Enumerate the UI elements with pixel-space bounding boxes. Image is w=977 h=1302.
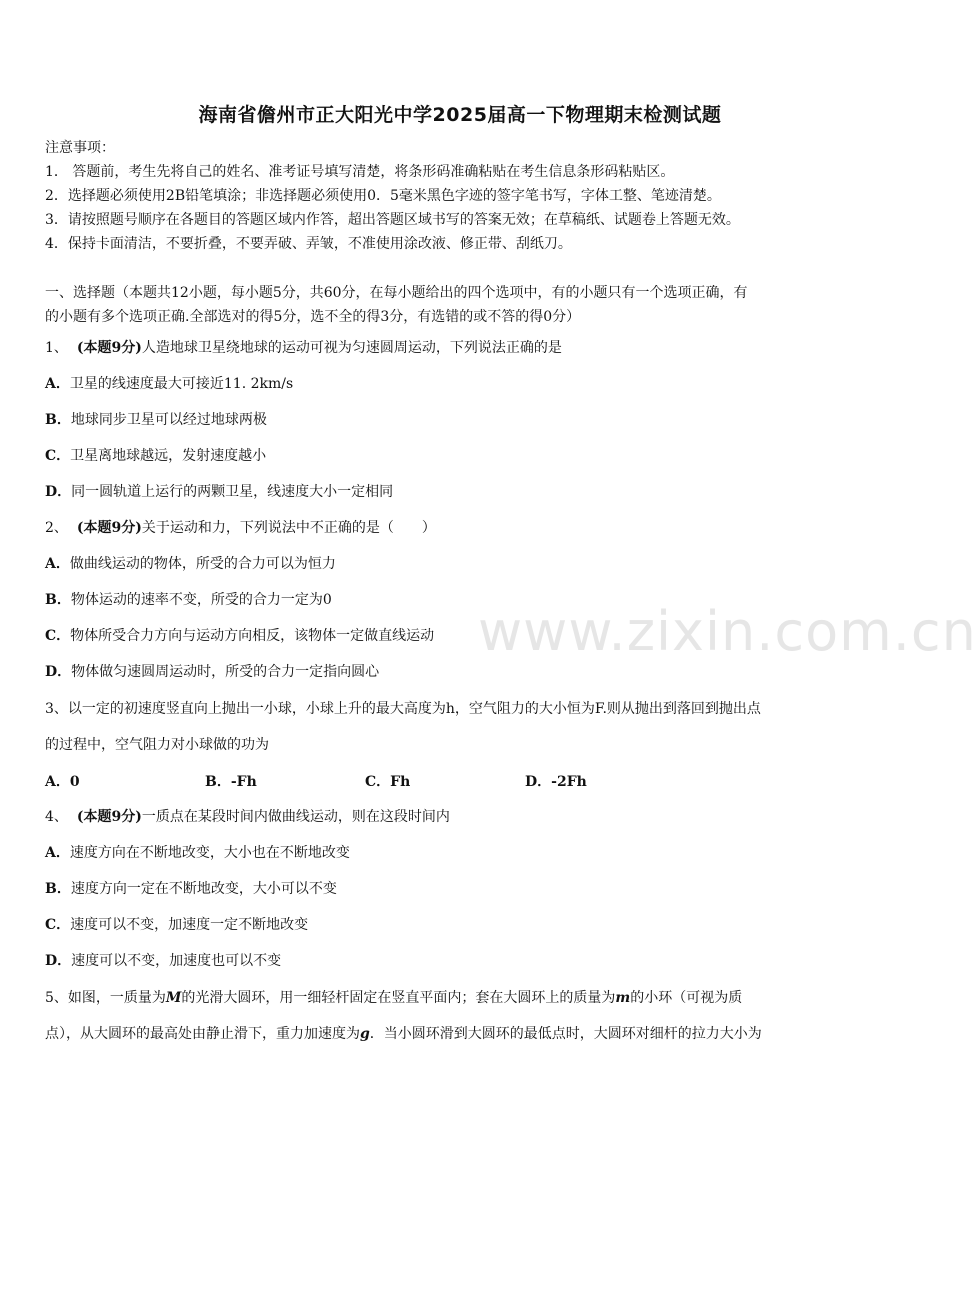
option-text: 速度方向一定在不断地改变，大小可以不变 — [70, 881, 337, 897]
option-text: 物体运动的速率不变，所受的合力一定为0 — [70, 592, 332, 608]
option-letter: A． — [45, 376, 70, 392]
question-3-stem-line2: 的过程中，空气阻力对小球做的功为 — [45, 737, 269, 753]
option-b — [45, 590, 332, 610]
option-text: 同一圆轨道上运行的两颗卫星，线速度大小一定相同 — [71, 484, 394, 500]
option-text: 速度可以不变，加速度也可以不变 — [71, 953, 282, 969]
question-text: 关于运动和力，下列说法中不正确的是（ ） — [141, 520, 436, 536]
option-letter: C． — [45, 917, 71, 933]
question-2-stem — [45, 518, 436, 538]
question-text: ．当小圆环滑到大圆环的最低点时，大圆环对细杆的拉力大小为 — [369, 1026, 762, 1042]
question-3-stem-line1: 3、以一定的初速度竖直向上抛出一小球，小球上升的最大高度为h，空气阻力的大小恒为F.则从抛出到落回到抛出点 — [45, 701, 761, 717]
option-text: 卫星的线速度最大可接近11. 2km/s — [69, 376, 294, 392]
option-c — [45, 446, 266, 466]
option-text: 物体所受合力方向与运动方向相反，该物体一定做直线运动 — [70, 628, 435, 644]
option-a — [45, 554, 336, 574]
option-a — [45, 772, 80, 792]
note-item: 4．保持卡面清洁，不要折叠，不要弄破、弄皱，不准使用涂改液、修正带、刮纸刀。 — [45, 236, 572, 252]
math-symbol: M — [165, 990, 182, 1006]
option-letter: A． — [45, 774, 70, 790]
question-5-stem-line1 — [45, 988, 742, 1008]
option-letter: C． — [365, 774, 391, 790]
option-text: 物体做匀速圆周运动时，所受的合力一定指向圆心 — [71, 664, 380, 680]
option-letter: D． — [45, 953, 72, 969]
question-text: 5、如图，一质量为 — [45, 990, 166, 1006]
option-text: Fh — [390, 774, 411, 790]
option-a — [45, 374, 293, 394]
question-tag: (本题9分) — [76, 809, 142, 825]
question-text: 人造地球卫星绕地球的运动可视为匀速圆周运动，下列说法正确的是 — [141, 340, 562, 356]
note-item: 1． 答题前，考生先将自己的姓名、准考证号填写清楚，将条形码准确粘贴在考生信息条形码粘贴区。 — [45, 164, 675, 180]
option-d — [45, 951, 281, 971]
option-a — [45, 843, 350, 863]
option-letter: B． — [45, 881, 71, 897]
option-b — [45, 879, 337, 899]
section-intro-line2: 的小题有多个选项正确.全部选对的得5分，选不全的得3分，有选错的或不答的得0分） — [45, 309, 581, 325]
option-d — [525, 772, 587, 792]
note-item: 3．请按照题号顺序在各题目的答题区域内作答，超出答题区域书写的答案无效；在草稿纸、试题卷上答题无效。 — [45, 212, 740, 228]
question-text: 点），从大圆环的最高处由静止滑下，重力加速度为 — [45, 1026, 360, 1042]
question-number: 2、 — [45, 520, 68, 536]
option-letter: A． — [45, 845, 70, 861]
note-item: 2．选择题必须使用2B铅笔填涂；非选择题必须使用0．5毫米黑色字迹的签字笔书写，字体工整、笔迹清楚。 — [45, 188, 721, 204]
option-text: -2Fh — [551, 774, 587, 790]
question-tag: (本题9分) — [76, 340, 142, 356]
option-text: -Fh — [230, 774, 257, 790]
option-text: 0 — [69, 774, 80, 790]
option-text: 卫星离地球越远，发射速度越小 — [70, 448, 267, 464]
option-letter: D． — [45, 664, 72, 680]
question-1-stem — [45, 338, 562, 358]
option-text: 做曲线运动的物体，所受的合力可以为恒力 — [69, 556, 336, 572]
option-letter: A． — [45, 556, 70, 572]
question-tag: (本题9分) — [76, 520, 142, 536]
notes-heading: 注意事项： — [45, 140, 115, 156]
option-c — [45, 626, 434, 646]
section-intro-line1: 一、选择题（本题共12小题，每小题5分，共60分，在每小题给出的四个选项中，有的小题只有一个选项正确，有 — [45, 285, 748, 301]
question-number: 1、 — [45, 340, 68, 356]
question-4-stem — [45, 807, 450, 827]
option-text: 速度方向在不断地改变，大小也在不断地改变 — [69, 845, 350, 861]
math-symbol: g — [360, 1026, 370, 1042]
question-5-stem-line2 — [45, 1024, 762, 1044]
option-text: 速度可以不变，加速度一定不断地改变 — [70, 917, 309, 933]
option-letter: B． — [45, 412, 71, 428]
option-letter: C． — [45, 448, 71, 464]
watermark: www.zixin.com.cn — [478, 600, 977, 663]
question-text: 的小环（可视为质 — [630, 990, 743, 1006]
question-number: 4、 — [45, 809, 68, 825]
option-letter: B． — [205, 774, 231, 790]
math-symbol: m — [615, 990, 631, 1006]
option-d — [45, 482, 393, 502]
question-text: 的光滑大圆环，用一细轻杆固定在竖直平面内；套在大圆环上的质量为 — [181, 990, 616, 1006]
option-b — [45, 410, 267, 430]
option-d — [45, 662, 379, 682]
option-b — [205, 772, 257, 792]
option-c — [365, 772, 410, 792]
option-letter: B． — [45, 592, 71, 608]
option-letter: D． — [525, 774, 552, 790]
option-letter: D． — [45, 484, 72, 500]
page-title: 海南省儋州市正大阳光中学2025届高一下物理期末检测试题 — [198, 104, 722, 126]
option-letter: C． — [45, 628, 71, 644]
option-text: 地球同步卫星可以经过地球两极 — [70, 412, 267, 428]
option-c — [45, 915, 308, 935]
question-text: 一质点在某段时间内做曲线运动，则在这段时间内 — [141, 809, 450, 825]
